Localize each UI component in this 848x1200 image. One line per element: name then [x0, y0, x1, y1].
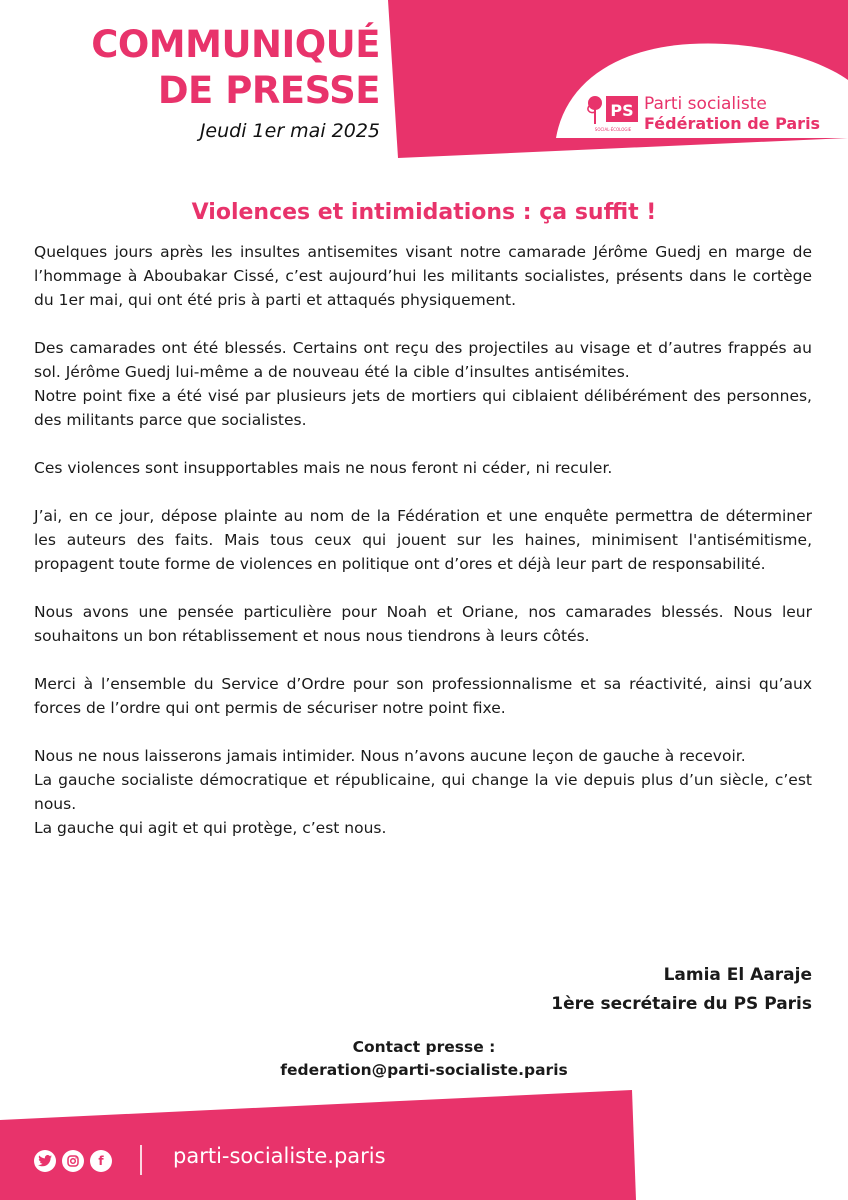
- press-contact: [0, 1036, 848, 1082]
- paragraph-8: Nous ne nous laisserons jamais intimider. Nous n’avons aucune leçon de gauche à recevoir.: [34, 747, 746, 765]
- release-date: Jeudi 1er mai 2025: [199, 120, 380, 142]
- social-links: [34, 1150, 112, 1172]
- ps-rose-icon: [586, 92, 640, 136]
- paragraph-3: Notre point fixe a été visé par plusieurs jets de mortiers qui ciblaient délibérément des personnes, des militants parce que socialistes.: [34, 387, 812, 429]
- instagram-icon[interactable]: [62, 1150, 84, 1172]
- facebook-icon[interactable]: f: [90, 1150, 112, 1172]
- title-line-1: COMMUNIQUÉ: [91, 23, 380, 66]
- paragraph-9: La gauche socialiste démocratique et républicaine, qui change la vie depuis plus d’un siècle, c’est nous.: [34, 771, 812, 813]
- press-release-heading: Violences et intimidations : ça suffit !: [191, 200, 657, 225]
- contact-label: Contact presse :: [352, 1038, 496, 1056]
- press-release-body: [34, 240, 812, 840]
- title-line-2: DE PRESSE: [157, 69, 380, 112]
- logo-text: [644, 95, 820, 133]
- paragraph-7: Merci à l’ensemble du Service d’Ordre pour son professionnalisme et sa réactivité, ainsi qu’aux forces de l’ordre qui ont permis de sécuriser notre point fixe.: [34, 675, 812, 717]
- footer-pink-band: [0, 1090, 848, 1200]
- paragraph-10: La gauche qui agit et qui protège, c’est nous.: [34, 819, 387, 837]
- paragraph-5: J’ai, en ce jour, dépose plainte au nom de la Fédération et une enquête permettra de déterminer les auteurs des faits. Mais tous ceux qui jouent sur les haines, minimisent l'antisémitisme, propagent toute forme de violences en politique ont d’ores et déjà leur part de responsabilité.: [34, 507, 812, 573]
- signatory-name: Lamia El Aaraje: [663, 965, 812, 985]
- website-link[interactable]: parti-socialiste.paris: [173, 1144, 386, 1168]
- logo-line-2: Fédération de Paris: [644, 114, 821, 133]
- logo-line-1: Parti socialiste: [644, 94, 767, 114]
- ps-paris-logo: [586, 92, 820, 136]
- logo-ps-text: PS: [610, 101, 634, 120]
- logo-tagline: SOCIAL·ÉCOLOGIE: [594, 127, 632, 132]
- footer-divider: [140, 1145, 142, 1175]
- paragraph-2: Des camarades ont été blessés. Certains ont reçu des projectiles au visage et d’autres frappés au sol. Jérôme Guedj lui-même a de nouveau été la cible d’insultes antisémites.: [34, 339, 812, 381]
- paragraph-1: Quelques jours après les insultes antisemites visant notre camarade Jérôme Guedj en marge de l’hommage à Aboubakar Cissé, c’est aujourd’hui les militants socialistes, présents dans le cortège du 1er mai, qui ont été pris à parti et attaqués physiquement.: [34, 243, 812, 309]
- paragraph-4: Ces violences sont insupportables mais ne nous feront ni céder, ni reculer.: [34, 459, 613, 477]
- signatory-role: 1ère secrétaire du PS Paris: [551, 994, 812, 1014]
- twitter-icon[interactable]: [34, 1150, 56, 1172]
- signature-block: [551, 961, 812, 1019]
- contact-email[interactable]: federation@parti-socialiste.paris: [280, 1061, 568, 1079]
- paragraph-6: Nous avons une pensée particulière pour Noah et Oriane, nos camarades blessés. Nous leur souhaitons un bon rétablissement et nous nous tiendrons à leurs côtés.: [34, 603, 812, 645]
- press-release-title-block: [40, 22, 380, 142]
